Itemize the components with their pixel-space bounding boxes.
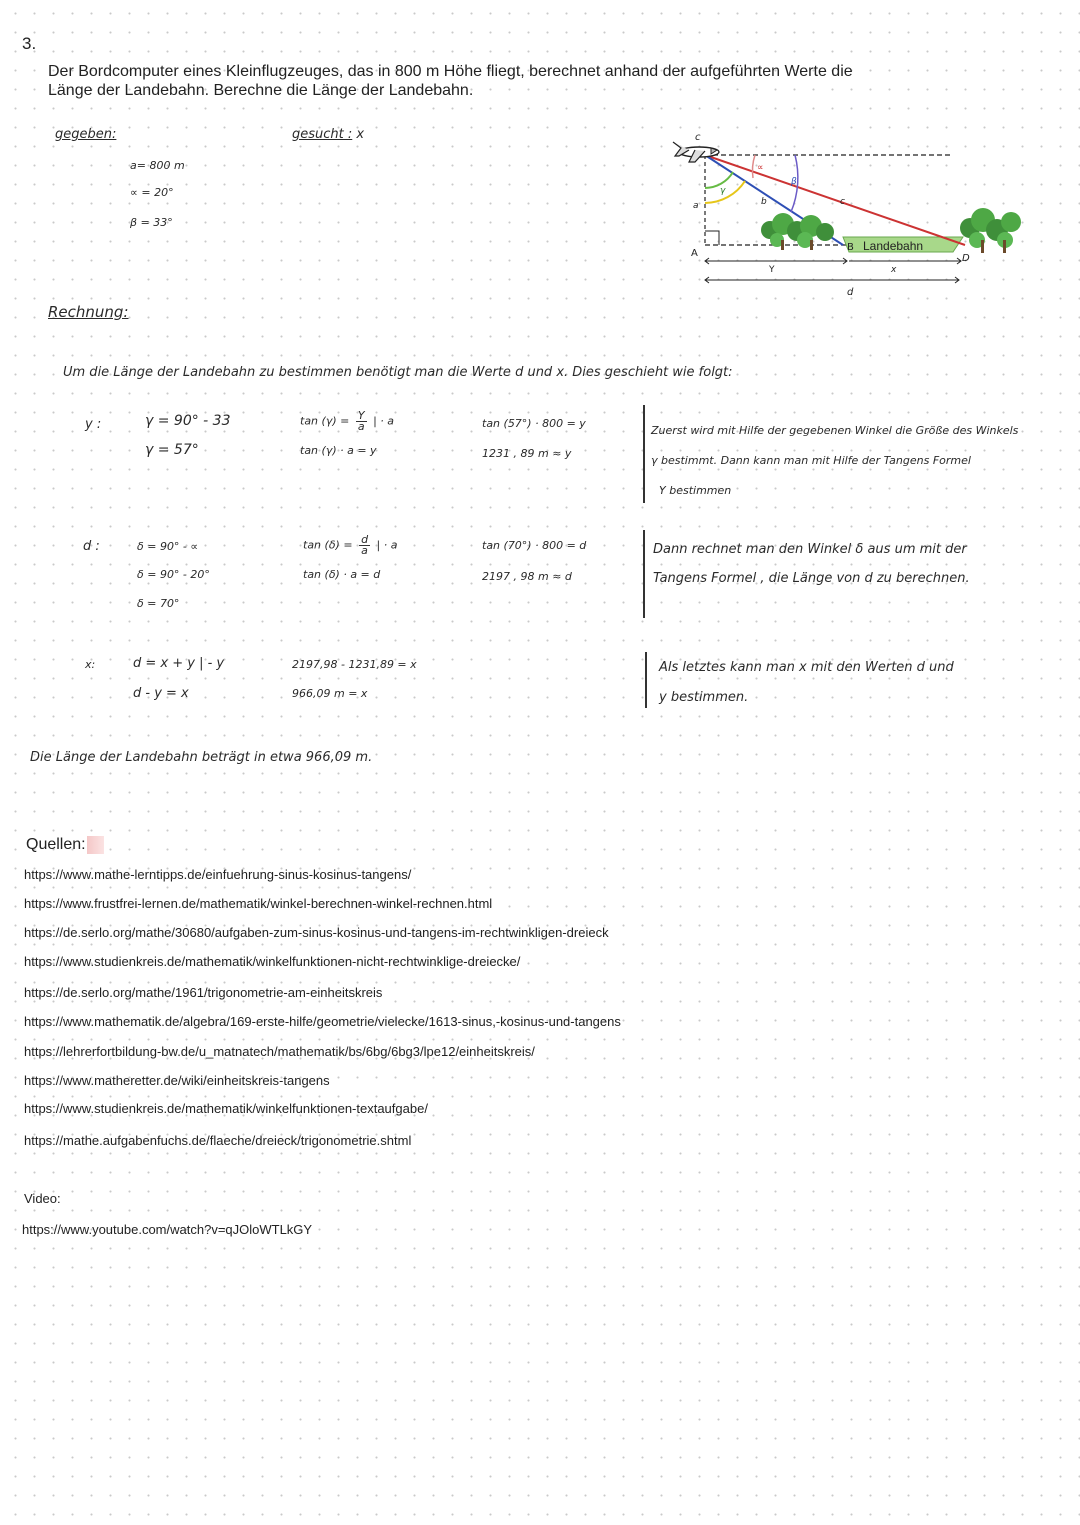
sources-heading: Quellen: bbox=[26, 836, 104, 854]
diagram-label-B: B bbox=[847, 242, 854, 253]
x-label: x: bbox=[85, 658, 96, 671]
source-link[interactable]: https://www.mathe-lerntipps.de/einfuehrung-sinus-kosinus-tangens/ bbox=[24, 867, 412, 882]
given-label: gegeben: bbox=[55, 127, 117, 142]
diagram-label-alpha: ∝ bbox=[757, 163, 764, 173]
y-tan2: tan (γ) · a = y bbox=[300, 444, 377, 457]
d-label: d : bbox=[83, 539, 100, 554]
video-link[interactable]: https://www.youtube.com/watch?v=qJOloWTLkGY bbox=[22, 1222, 313, 1237]
given-alpha: ∝ = 20° bbox=[130, 186, 174, 199]
y-tan1 bbox=[300, 411, 394, 432]
given-beta: β = 33° bbox=[130, 216, 173, 229]
calc-intro: Um die Länge der Landebahn zu bestimmen benötigt man die Werte d und x. Dies geschieht wie folgt: bbox=[63, 365, 733, 380]
sought-var: x bbox=[356, 127, 365, 142]
conclusion: Die Länge der Landebahn beträgt in etwa 966,09 m. bbox=[30, 750, 373, 765]
d-eq2: δ = 90° - 20° bbox=[137, 568, 210, 581]
y-tan1-den: a bbox=[357, 420, 365, 433]
video-label: Video: bbox=[24, 1191, 61, 1206]
alpha-arc bbox=[752, 155, 755, 178]
x-eq1: d = x + y | - y bbox=[133, 656, 225, 671]
y-res1: tan (57°) · 800 = y bbox=[482, 417, 586, 430]
d-tan1-left: tan (δ) = bbox=[303, 538, 353, 552]
diagram-label-c-top: c bbox=[695, 132, 701, 143]
task-text-line2: Länge der Landebahn. Berechne die Länge der Landebahn. bbox=[48, 82, 474, 99]
diagram-label-gamma: γ bbox=[720, 186, 726, 196]
y-tan1-num: Y bbox=[357, 409, 365, 422]
given-a: a= 800 m bbox=[130, 159, 185, 172]
y-eq2: γ = 57° bbox=[145, 442, 199, 458]
task-text-line1: Der Bordcomputer eines Kleinflugzeuges, das in 800 m Höhe fliegt, berechnet anhand der aufgeführten Werte die bbox=[48, 63, 853, 80]
d-note-divider bbox=[643, 530, 645, 618]
y-eq1: γ = 90° - 33 bbox=[145, 413, 231, 429]
x-note2: y bestimmen. bbox=[659, 690, 749, 705]
x-res1: 2197,98 - 1231,89 = x bbox=[292, 658, 417, 671]
trees-right-icon bbox=[960, 208, 1021, 253]
y-note1: Zuerst wird mit Hilfe der gegebenen Winkel die Größe des Winkels bbox=[651, 424, 1019, 437]
sought-label: gesucht : bbox=[292, 127, 353, 142]
calc-heading: Rechnung: bbox=[48, 303, 129, 321]
diagram-label-b: b bbox=[761, 197, 767, 207]
source-link[interactable]: https://www.studienkreis.de/mathematik/winkelfunktionen-textaufgabe/ bbox=[24, 1101, 428, 1116]
source-link[interactable]: https://mathe.aufgabenfuchs.de/flaeche/dreieck/trigonometrie.shtml bbox=[24, 1133, 412, 1148]
source-link[interactable]: https://www.studienkreis.de/mathematik/winkelfunktionen-nicht-rechtwinklige-dreiecke/ bbox=[24, 954, 521, 969]
x-eq2: d - y = x bbox=[133, 686, 189, 701]
diagram-label-beta: β bbox=[791, 177, 797, 187]
y-note2: γ bestimmt. Dann kann man mit Hilfe der Tangens Formel bbox=[651, 454, 971, 467]
diagram-label-A: A bbox=[691, 248, 698, 259]
diagram-label-a: a bbox=[693, 201, 699, 211]
d-tan1-op: | · a bbox=[376, 538, 398, 552]
source-link[interactable]: https://www.frustfrei-lernen.de/mathematik/winkel-berechnen-winkel-rechnen.html bbox=[24, 896, 493, 911]
y-note-divider bbox=[643, 405, 645, 503]
d-eq3: δ = 70° bbox=[137, 597, 180, 610]
d-eq1: δ = 90° - ∝ bbox=[137, 540, 199, 553]
diagram-label-x: x bbox=[891, 265, 897, 275]
x-note-divider bbox=[645, 652, 647, 708]
d-tan2: tan (δ) · a = d bbox=[303, 568, 381, 581]
y-res2: 1231 , 89 m ≈ y bbox=[482, 447, 572, 460]
y-label: y : bbox=[85, 417, 102, 432]
sought bbox=[292, 127, 364, 142]
d-res2: 2197 , 98 m ≈ d bbox=[482, 570, 572, 583]
source-link[interactable]: https://de.serlo.org/mathe/1961/trigonometrie-am-einheitskreis bbox=[24, 985, 383, 1000]
diagram-label-c: c bbox=[840, 197, 845, 207]
y-tan1-fraction bbox=[356, 411, 367, 432]
runway-label: Landebahn bbox=[863, 239, 924, 253]
task-number: 3. bbox=[22, 34, 37, 53]
source-link[interactable]: https://de.serlo.org/mathe/30680/aufgaben-zum-sinus-kosinus-und-tangens-im-rechtwinkligen-dreieck bbox=[24, 925, 609, 940]
source-link[interactable]: https://www.matheretter.de/wiki/einheitskreis-tangens bbox=[24, 1073, 330, 1088]
d-note2: Tangens Formel , die Länge von d zu berechnen. bbox=[653, 571, 970, 586]
source-link[interactable]: https://www.mathematik.de/algebra/169-erste-hilfe/geometrie/vielecke/1613-sinus,-kosinus-und-tangens bbox=[24, 1014, 621, 1029]
line-c bbox=[705, 155, 965, 245]
y-tan1-op: | · a bbox=[373, 414, 394, 428]
d-tan1 bbox=[303, 535, 397, 556]
diagram-label-y: Y bbox=[769, 265, 775, 275]
x-note1: Als letztes kann man x mit den Werten d und bbox=[659, 660, 954, 675]
d-note1: Dann rechnet man den Winkel δ aus um mit der bbox=[653, 542, 967, 557]
gamma-arc bbox=[705, 172, 733, 188]
d-tan1-num: d bbox=[361, 533, 369, 546]
d-tan1-fraction bbox=[359, 535, 370, 556]
y-note3: Y bestimmen bbox=[659, 484, 732, 497]
x-res2: 966,09 m = x bbox=[292, 687, 368, 700]
y-tan1-left: tan (γ) = bbox=[300, 414, 350, 428]
source-link[interactable]: https://lehrerfortbildung-bw.de/u_matnatech/mathematik/bs/6bg/6bg3/lpe12/einheitskreis/ bbox=[24, 1044, 535, 1059]
diagram-label-d: d bbox=[847, 287, 854, 298]
diagram-label-D: D bbox=[962, 253, 970, 264]
runway-diagram bbox=[665, 128, 1060, 298]
right-angle-marker bbox=[705, 231, 719, 245]
d-res1: tan (70°) · 800 = d bbox=[482, 539, 587, 552]
d-tan1-den: a bbox=[361, 544, 368, 557]
